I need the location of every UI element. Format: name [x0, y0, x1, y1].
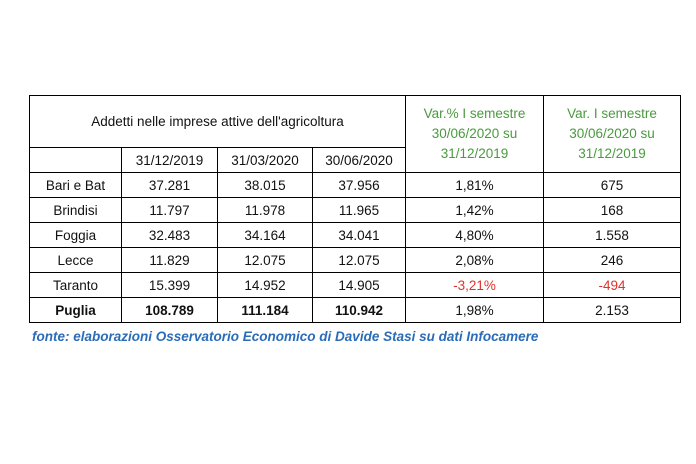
- addetti-agricoltura-table: [29, 95, 681, 323]
- corner-cell: [30, 148, 122, 173]
- total-value: 111.184: [218, 298, 313, 323]
- var-abs-header-line: 31/12/2019: [578, 146, 646, 161]
- total-label: Puglia: [30, 298, 122, 323]
- total-value: 110.942: [313, 298, 406, 323]
- date-header: 30/06/2020: [313, 148, 406, 173]
- total-var-abs: 2.153: [544, 298, 681, 323]
- row-label: Taranto: [30, 273, 122, 298]
- cell-var-abs: 246: [544, 248, 681, 273]
- cell-var-abs: 675: [544, 173, 681, 198]
- cell-var-abs: 168: [544, 198, 681, 223]
- date-header: 31/03/2020: [218, 148, 313, 173]
- var-pct-header: [406, 96, 544, 173]
- cell-value: 15.399: [122, 273, 218, 298]
- cell-value: 34.041: [313, 223, 406, 248]
- total-row: [30, 298, 681, 323]
- cell-value: 11.797: [122, 198, 218, 223]
- cell-value: 32.483: [122, 223, 218, 248]
- cell-var-pct: 1,81%: [406, 173, 544, 198]
- cell-var-pct: 2,08%: [406, 248, 544, 273]
- var-pct-header-line: 30/06/2020 su: [431, 126, 518, 141]
- cell-var-abs-negative: -494: [544, 273, 681, 298]
- total-value: 108.789: [122, 298, 218, 323]
- var-pct-header-line: Var.% I semestre: [423, 106, 526, 121]
- row-label: Bari e Bat: [30, 173, 122, 198]
- cell-value: 37.281: [122, 173, 218, 198]
- var-abs-header: [544, 96, 681, 173]
- cell-value: 14.952: [218, 273, 313, 298]
- table-row: [30, 173, 681, 198]
- cell-value: 12.075: [313, 248, 406, 273]
- table-row: [30, 223, 681, 248]
- var-abs-header-line: 30/06/2020 su: [569, 126, 655, 141]
- cell-var-pct: 1,42%: [406, 198, 544, 223]
- cell-value: 34.164: [218, 223, 313, 248]
- date-header: 31/12/2019: [122, 148, 218, 173]
- total-var-pct: 1,98%: [406, 298, 544, 323]
- cell-value: 11.965: [313, 198, 406, 223]
- cell-value: 11.978: [218, 198, 313, 223]
- table-row: [30, 248, 681, 273]
- table-row: [30, 198, 681, 223]
- cell-value: 38.015: [218, 173, 313, 198]
- cell-var-pct-negative: -3,21%: [406, 273, 544, 298]
- cell-var-pct: 4,80%: [406, 223, 544, 248]
- cell-value: 11.829: [122, 248, 218, 273]
- cell-value: 37.956: [313, 173, 406, 198]
- source-note: fonte: elaborazioni Osservatorio Economico di Davide Stasi su dati Infocamere: [32, 329, 539, 344]
- var-abs-header-line: Var. I semestre: [567, 106, 657, 121]
- row-label: Foggia: [30, 223, 122, 248]
- cell-value: 14.905: [313, 273, 406, 298]
- table-row: [30, 273, 681, 298]
- table-title: Addetti nelle imprese attive dell'agricoltura: [30, 96, 406, 148]
- row-label: Brindisi: [30, 198, 122, 223]
- var-pct-header-line: 31/12/2019: [440, 146, 509, 161]
- cell-var-abs: 1.558: [544, 223, 681, 248]
- cell-value: 12.075: [218, 248, 313, 273]
- row-label: Lecce: [30, 248, 122, 273]
